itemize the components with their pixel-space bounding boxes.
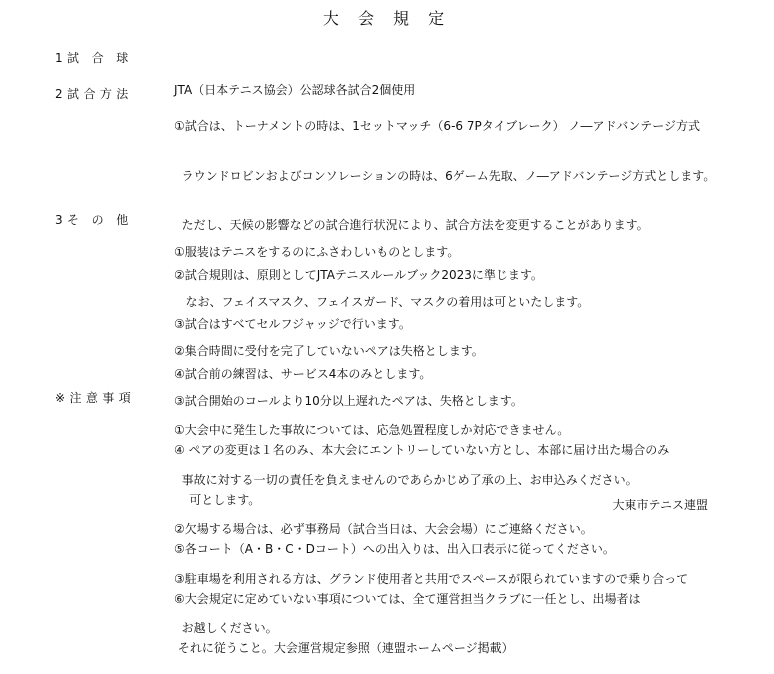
rule-line: ①試合は、トーナメントの時は、1セットマッチ（6-6 7Pタイブレーク） ノ―アドバンテージ方式: [174, 119, 700, 133]
rule-line: ③試合はすべてセルフジャッジで行います。: [174, 317, 411, 331]
page-title: 大 会 規 定: [322, 9, 452, 28]
rule-line: ①大会中に発生した事故については、応急処置程度しか対応できません。: [174, 423, 570, 437]
rule-line: ②欠場する場合は、必ず事務局（試合当日は、大会会場）にご連絡ください。: [174, 522, 593, 536]
section-label-notes: ※ 注 意 事 項: [55, 391, 132, 405]
rule-line: ③試合開始のコールより10分以上遅れたペアは、失格とします。: [174, 393, 523, 408]
rule-line: ラウンドロビンおよびコンソレーションの時は、6ゲーム先取、ノ―アドバンテージ方式とします。: [174, 168, 716, 183]
rule-line: なお、フェイスマスク、フェイスガード、マスクの着用は可といたします。: [174, 294, 590, 309]
rule-line: ④ ペアの変更は１名のみ、本大会にエントリーしていない方とし、本部に届け出た場合のみ: [174, 443, 670, 457]
organizer-name: 大東市テニス連盟: [612, 498, 708, 512]
rule-line: それに従うこと。大会運営規定参照（連盟ホームページ掲載）: [174, 641, 514, 655]
rule-line: JTA（日本テニス協会）公認球各試合2個使用: [174, 83, 416, 97]
rule-line: ②試合規則は、原則としてJTAテニスルールブック2023に準じます。: [174, 267, 543, 282]
rule-line: ③駐車場を利用される方は、グランド使用者と共用でスペースが限られていますので乗り合って: [174, 571, 689, 586]
section-label-other: 3 そ の 他: [55, 213, 129, 227]
rule-line: ①服装はテニスをするのにふさわしいものとします。: [174, 245, 460, 259]
rule-line: ②集合時間に受付を完了していないペアは失格とします。: [174, 344, 484, 358]
rule-line: ④試合前の練習は、サービス4本のみとします。: [174, 366, 432, 381]
section-label-match-format: 2 試 合 方 法: [55, 87, 129, 101]
section-label-match-ball: 1 試 合 球: [55, 51, 129, 65]
section-body-notes: [174, 390, 744, 654]
rule-line: ⑤各コート（A・B・C・Dコート）への出入りは、出入口表示に従ってください。: [174, 542, 615, 556]
rule-line: ただし、天候の影響などの試合進行状況により、試合方法を変更することがあります。: [174, 218, 649, 232]
rule-line: お越しください。: [174, 621, 278, 635]
rule-line: 可とします。: [174, 492, 261, 507]
rule-line: ⑥大会規定に定めていない事項については、全て運営担当クラブに一任とし、出場者は: [174, 591, 641, 606]
rule-line: 事故に対する一切の責任を負えませんのであらかじめ了承の上、お申込みください。: [174, 472, 638, 487]
